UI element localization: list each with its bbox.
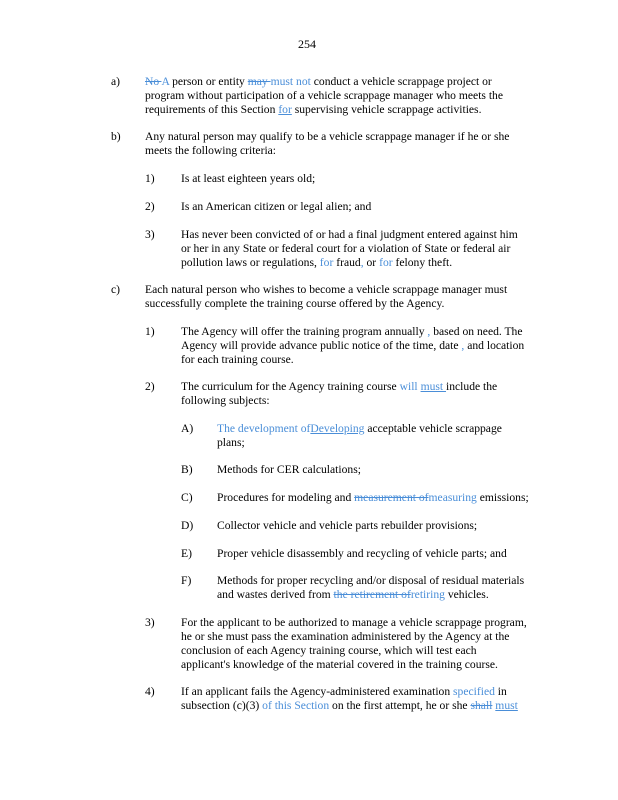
item-c4-line2 <box>181 699 518 713</box>
text-run: If an applicant fails the Agency-administered examination <box>181 685 454 698</box>
text-run: in <box>494 685 507 698</box>
text-run: vehicles. <box>444 588 489 601</box>
item-c2-line2 <box>181 394 270 408</box>
inserted-text: for <box>379 256 393 269</box>
inserted-text: specified <box>453 685 495 698</box>
item-c3-line1 <box>181 616 527 630</box>
inserted-text: , <box>360 256 364 269</box>
text-run: Collector vehicle and vehicle parts rebuilder provisions; <box>217 519 478 532</box>
text-run: For the applicant to be authorized to manage a vehicle scrappage program, <box>181 616 527 629</box>
text-run: Agency will provide advance public notice of the time, date <box>181 339 462 352</box>
text-run: successfully complete the training course offered by the Agency. <box>145 297 445 310</box>
inserted-text: , <box>461 339 465 352</box>
sub-D-line1 <box>217 519 477 533</box>
page-number: 254 <box>298 37 316 51</box>
item-c1-line3 <box>181 353 294 367</box>
text-run: applicant's knowledge of the material covered in the training course. <box>181 658 498 671</box>
sub-B-line1 <box>217 463 361 477</box>
text-run: and location <box>464 339 525 352</box>
inserted-underlined-text: for <box>278 103 292 116</box>
label-c2: 2) <box>145 380 155 393</box>
text-run: and wastes derived from <box>217 588 334 601</box>
deleted-text: shall <box>470 699 493 712</box>
text-run: plans; <box>217 436 245 449</box>
text-run: on the first attempt, he or she <box>329 699 471 712</box>
label-c3: 3) <box>145 616 155 629</box>
text-run: The curriculum for the Agency training course <box>181 380 400 393</box>
item-c3-line3 <box>181 644 477 658</box>
text-run: requirements of this Section <box>145 103 279 116</box>
inserted-text: measuring <box>428 491 477 504</box>
text-run: or <box>363 256 380 269</box>
label-b1: 1) <box>145 172 155 185</box>
label-c2C: C) <box>181 491 193 504</box>
text-run: conclusion of each Agency training course, which will test each <box>181 644 477 657</box>
item-c3-line4 <box>181 658 498 672</box>
para-a-line2 <box>145 89 503 103</box>
text-run: Has never been convicted of or had a final judgment entered against him <box>181 228 518 241</box>
item-b3-line1 <box>181 228 518 242</box>
inserted-text: for <box>319 256 334 269</box>
para-c-line2 <box>145 297 444 311</box>
item-c1-line2 <box>181 339 524 353</box>
text-run: emissions; <box>476 491 529 504</box>
sub-A-line1 <box>217 422 502 436</box>
label-c: c) <box>111 283 121 296</box>
inserted-text: , <box>427 325 431 338</box>
label-b2: 2) <box>145 200 155 213</box>
text-run: based on need. The <box>430 325 523 338</box>
label-c2F: F) <box>181 574 192 587</box>
label-c1: 1) <box>145 325 155 338</box>
deleted-text: may <box>247 75 271 88</box>
inserted-text: will <box>399 380 418 393</box>
text-run: or her in any State or federal court for a violation of State or federal air <box>181 242 511 255</box>
label-c2E: E) <box>181 547 192 560</box>
label-b3: 3) <box>145 228 155 241</box>
text-run: he or she must pass the examination administered by the Agency at the <box>181 630 510 643</box>
inserted-text: A <box>161 75 170 88</box>
inserted-underlined-text: Developing <box>310 422 365 435</box>
text-run: Is an American citizen or legal alien; and <box>181 200 372 213</box>
inserted-underlined-text: must <box>495 699 518 712</box>
text-run: acceptable vehicle scrappage <box>364 422 502 435</box>
item-c2-line1 <box>181 380 497 394</box>
label-c2D: D) <box>181 519 194 532</box>
label-c2A: A) <box>181 422 194 435</box>
text-run: Proper vehicle disassembly and recycling of vehicle parts; and <box>217 547 507 560</box>
item-b3-line2 <box>181 242 510 256</box>
text-run: person or entity <box>169 75 248 88</box>
label-b: b) <box>111 130 121 143</box>
para-a-line3 <box>145 103 481 117</box>
item-b1-line1 <box>181 172 315 186</box>
item-c1-line1 <box>181 325 523 339</box>
text-run: Any natural person may qualify to be a vehicle scrappage manager if he or she <box>145 130 510 143</box>
text-run: supervising vehicle scrappage activities. <box>291 103 482 116</box>
text-run: fraud <box>333 256 361 269</box>
sub-E-line1 <box>217 547 507 561</box>
sub-C-line1 <box>217 491 529 505</box>
text-run: The Agency will offer the training program annually <box>181 325 428 338</box>
text-run: Each natural person who wishes to become a vehicle scrappage manager must <box>145 283 508 296</box>
sub-F-line2 <box>217 588 489 602</box>
text-run: felony theft. <box>392 256 453 269</box>
item-b3-line3 <box>181 256 452 270</box>
text-run: Methods for CER calculations; <box>217 463 361 476</box>
text-run: include the <box>446 380 498 393</box>
text-run: for each training course. <box>181 353 294 366</box>
item-b2-line1 <box>181 200 371 214</box>
text-run: pollution laws or regulations, <box>181 256 320 269</box>
label-c2B: B) <box>181 463 193 476</box>
inserted-underlined-text: must <box>420 380 447 393</box>
inserted-text: The development of <box>217 422 311 435</box>
label-a: a) <box>111 75 121 88</box>
para-b-line2 <box>145 144 276 158</box>
item-c3-line2 <box>181 630 509 644</box>
text-run: conduct a vehicle scrappage project or <box>310 75 492 88</box>
para-c-line1 <box>145 283 507 297</box>
inserted-text: must not <box>270 75 311 88</box>
para-a-line1 <box>145 75 492 89</box>
sub-A-line2 <box>217 436 245 450</box>
deleted-text: No <box>145 75 162 88</box>
text-run: following subjects: <box>181 394 270 407</box>
sub-F-line1 <box>217 574 524 588</box>
item-c4-line1 <box>181 685 507 699</box>
inserted-text: retiring <box>410 588 445 601</box>
inserted-text: of this Section <box>262 699 330 712</box>
text-run: Methods for proper recycling and/or disposal of residual materials <box>217 574 525 587</box>
text-run: subsection (c)(3) <box>181 699 263 712</box>
para-b-line1 <box>145 130 509 144</box>
deleted-text: the retirement of <box>333 588 411 601</box>
label-c4: 4) <box>145 685 155 698</box>
text-run: Is at least eighteen years old; <box>181 172 316 185</box>
text-run: Procedures for modeling and <box>217 491 355 504</box>
deleted-text: measurement of <box>354 491 429 504</box>
text-run: meets the following criteria: <box>145 144 277 157</box>
text-run: program without participation of a vehicle scrappage manager who meets the <box>145 89 503 102</box>
